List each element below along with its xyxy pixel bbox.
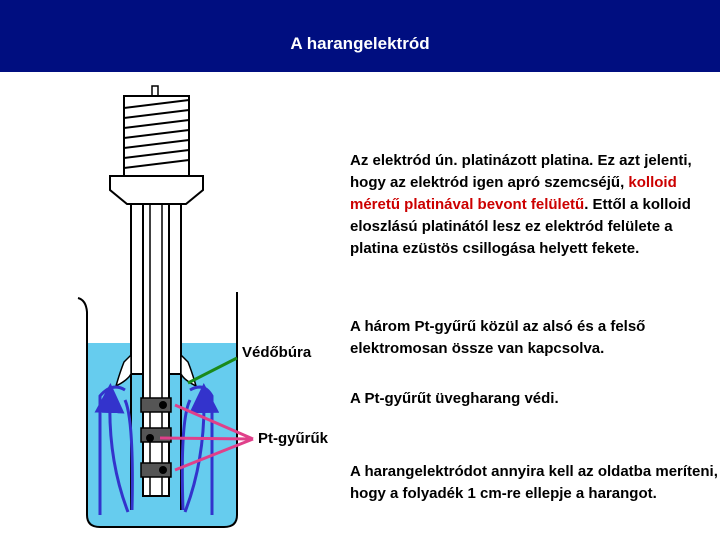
paragraph-bell-protects: A Pt-gyűrűt üvegharang védi. bbox=[350, 390, 559, 407]
electrode-flange bbox=[110, 176, 203, 204]
paragraph-platinized bbox=[350, 150, 718, 260]
screw-cap bbox=[124, 86, 189, 176]
shield-label: Védőbúra bbox=[242, 344, 312, 361]
electrode-rod bbox=[143, 204, 169, 496]
paragraph-platinized-text-1: Az elektród ún. platinázott platina. Ez azt jelenti, hogy az elektród igen apró szemcséjű, bbox=[350, 152, 692, 191]
paragraph-platinized-text-2: . Ettől a kolloid eloszlású platinától lesz ez elektród felülete a platina ezüstös csillogása helyett fekete. bbox=[350, 196, 691, 257]
paragraph-immersion-depth: A harangelektródot annyira kell az oldatba meríteni, hogy a folyadék 1 cm-re ellepje a harangot. bbox=[350, 463, 718, 502]
header-bar bbox=[0, 0, 720, 72]
paragraph-rings-connected: A három Pt-gyűrű közül az alsó és a felső elektromosan össze van kapcsolva. bbox=[350, 318, 646, 357]
paragraph-platinized-highlight: kolloid méretű platinával bevont felületű bbox=[350, 174, 677, 213]
page-title: A harangelektród bbox=[290, 34, 430, 53]
electrode-diagram bbox=[0, 72, 350, 540]
rings-label: Pt-gyűrűk bbox=[258, 430, 329, 447]
